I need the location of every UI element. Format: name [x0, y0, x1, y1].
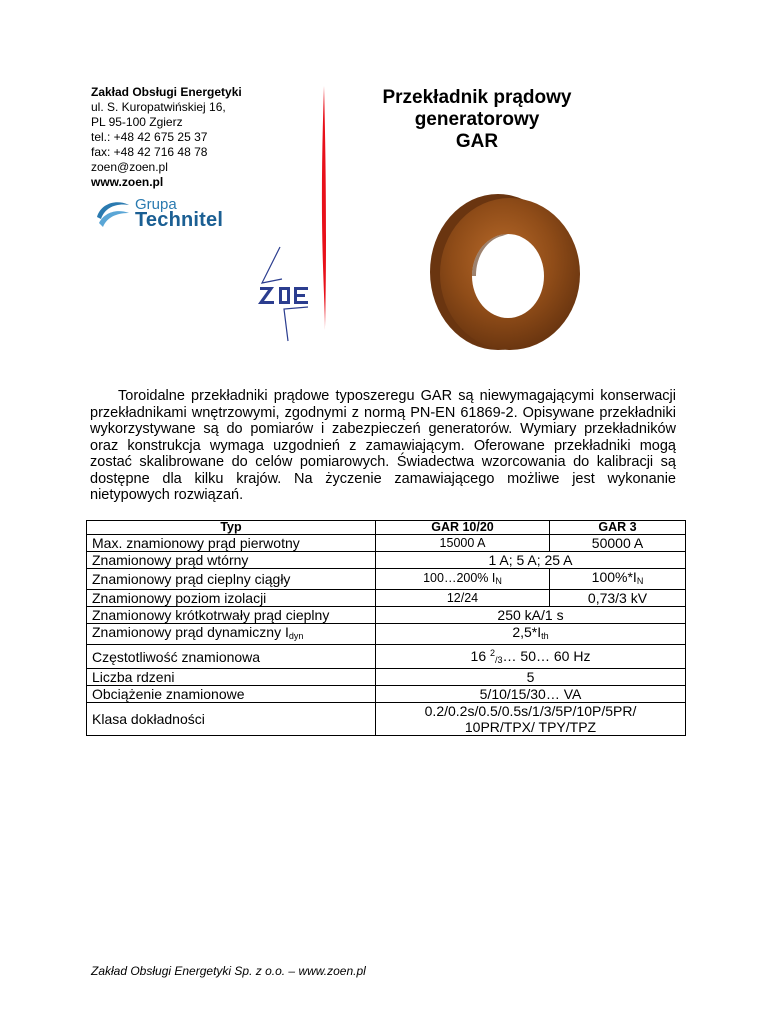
- toroidal-transformer-image: [428, 192, 584, 352]
- phone: tel.: +48 42 675 25 37: [91, 130, 208, 144]
- row-value-gar3: 0,73/3 kV: [549, 590, 685, 607]
- title-line-2: generatorowy: [414, 109, 540, 130]
- header-gar-3: GAR 3: [549, 521, 685, 535]
- value-subscript: /3: [495, 655, 503, 665]
- table-row: [87, 590, 686, 607]
- fax: fax: +48 42 716 48 78: [91, 145, 208, 159]
- value-subscript: N: [636, 576, 644, 586]
- label-subscript: dyn: [288, 631, 304, 641]
- grupa-technitel-logo: [95, 195, 255, 235]
- row-label: Znamionowy prąd cieplny ciągły: [87, 569, 376, 590]
- row-label: Liczba rdzeni: [87, 669, 376, 686]
- company-name: Zakład Obsługi Energetyki: [91, 85, 242, 99]
- red-divider-line: [318, 86, 330, 330]
- row-value-gar3: [549, 569, 685, 590]
- row-label: Częstotliwość znamionowa: [87, 645, 376, 669]
- table-row: [87, 569, 686, 590]
- row-value: 5: [376, 669, 686, 686]
- city-address: PL 95-100 Zgierz: [91, 115, 183, 129]
- document-title: [362, 87, 592, 153]
- table-row: [87, 645, 686, 669]
- label-text: Znamionowy prąd dynamiczny I: [92, 624, 289, 640]
- row-label: Znamionowy poziom izolacji: [87, 590, 376, 607]
- table-row: [87, 552, 686, 569]
- row-value: 5/10/15/30… VA: [376, 686, 686, 703]
- street-address: ul. S. Kuropatwińskiej 16,: [91, 100, 226, 114]
- value-subscript: N: [495, 575, 502, 586]
- row-label: Max. znamionowy prąd pierwotny: [87, 535, 376, 552]
- table-row: [87, 535, 686, 552]
- value-text: 2,5*I: [512, 624, 542, 640]
- table-row: [87, 669, 686, 686]
- value-text: 100…200% I: [423, 570, 496, 585]
- table-row: [87, 607, 686, 624]
- table-row: [87, 703, 686, 736]
- product-description: [90, 388, 676, 504]
- description-paragraph: Toroidalne przekładniki prądowe typoszeregu GAR są niewymagającymi konserwacji przekładnikami wnętrzowymi, zgodnymi z normą PN-EN 61869-2. Opisywane przekładniki wykorzystywane są do pomiarów i zabezpieczeń generatorów. Wymiary przekładników oraz konstrukcja wymaga uzgodnień z zamawiającym. Oferowane przekładniki mogą zostać skalibrowane do celów pomiarowych. Świadectwa wzorcowania do kalibracji są dostępne dla kilku krajów. Na życzenie zamawiającego możliwe jest wykonanie nietypowych rozwiązań.: [90, 388, 676, 503]
- title-line-3: GAR: [455, 131, 499, 152]
- row-value: [376, 624, 686, 645]
- technitel-swoosh-icon: [95, 197, 131, 231]
- table-header-row: [87, 521, 686, 535]
- row-value-gar1020: [376, 569, 550, 590]
- value-text: 100%*I: [591, 569, 637, 585]
- website-link[interactable]: www.zoen.pl: [91, 175, 164, 189]
- value-line-2: 10PR/TPX/ TPY/TPZ: [464, 719, 597, 735]
- row-label: Klasa dokładności: [87, 703, 376, 736]
- page-footer: Zakład Obsługi Energetyki Sp. z o.o. – www.zoen.pl: [91, 964, 366, 978]
- header-typ: Typ: [87, 521, 376, 535]
- value-text: … 50… 60 Hz: [502, 648, 591, 664]
- contact-block: [91, 85, 242, 190]
- row-label: Znamionowy prąd wtórny: [87, 552, 376, 569]
- value-subscript: th: [541, 631, 549, 641]
- row-label: Znamionowy krótkotrwały prąd cieplny: [87, 607, 376, 624]
- value-text: 16: [470, 648, 490, 664]
- specification-table: [86, 520, 686, 736]
- row-value: [376, 703, 686, 736]
- value-line-1: 0.2/0.2s/0.5/0.5s/1/3/5P/10P/5PR/: [424, 703, 637, 719]
- value-superscript: 2: [490, 648, 496, 658]
- row-value-gar3: 50000 A: [549, 535, 685, 552]
- table-row: [87, 686, 686, 703]
- zoe-logo-icon: [252, 245, 314, 343]
- row-value-gar1020: 12/24: [376, 590, 550, 607]
- row-label: [87, 624, 376, 645]
- logo-technitel-text: Technitel: [135, 209, 224, 231]
- table-row: [87, 624, 686, 645]
- email[interactable]: zoen@zoen.pl: [91, 160, 168, 174]
- row-value: [376, 645, 686, 669]
- row-value: 250 kA/1 s: [376, 607, 686, 624]
- header-gar-10-20: GAR 10/20: [376, 521, 550, 535]
- row-value-gar1020: 15000 A: [376, 535, 550, 552]
- logo-grupa-text: Grupa: [135, 196, 177, 213]
- row-value: 1 A; 5 A; 25 A: [376, 552, 686, 569]
- title-line-1: Przekładnik prądowy: [382, 87, 572, 108]
- row-label: Obciążenie znamionowe: [87, 686, 376, 703]
